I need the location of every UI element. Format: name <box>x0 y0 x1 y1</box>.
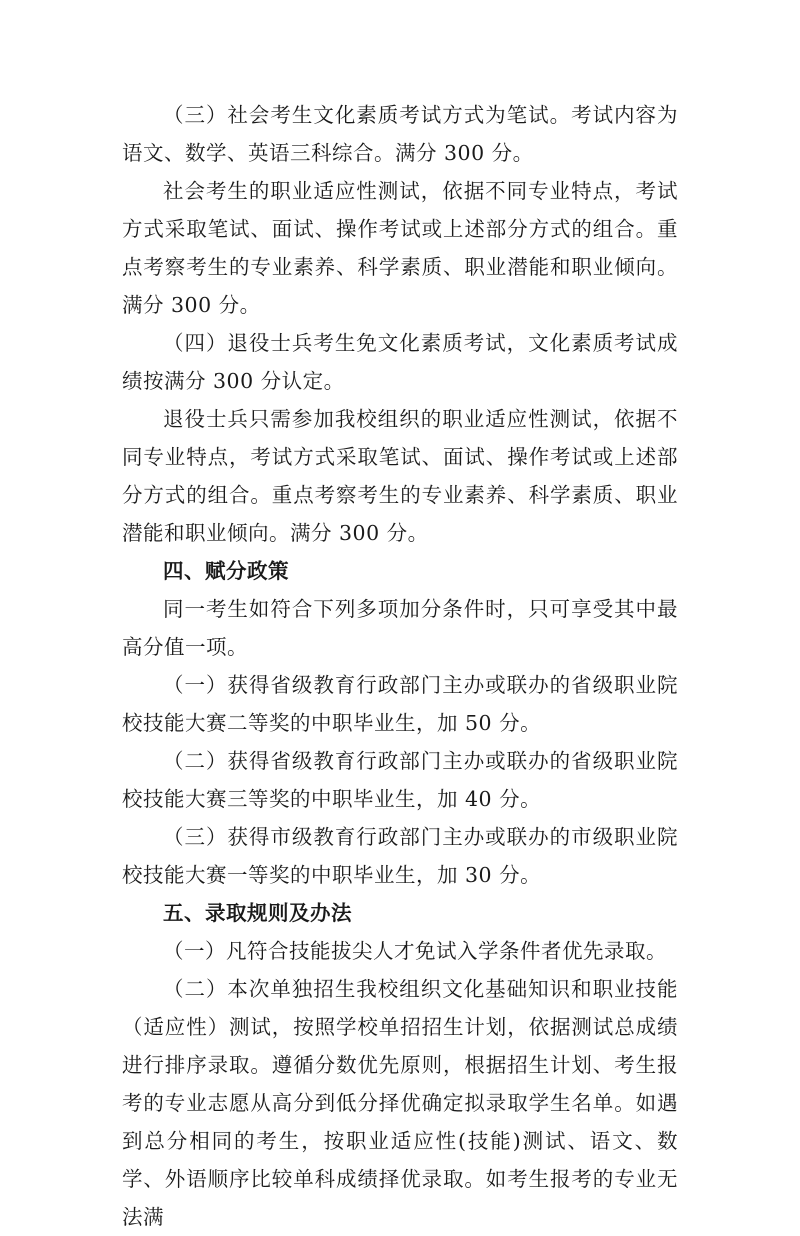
section-heading-admission-rules: 五、录取规则及办法 <box>163 901 352 925</box>
paragraph-bonus-item-3: （三）获得市级教育行政部门主办或联办的市级职业院校技能大赛一等奖的中职毕业生，加 30 分。 <box>122 825 678 887</box>
paragraph-veteran-aptitude-test: 退役士兵只需参加我校组织的职业适应性测试，依据不同专业特点，考试方式采取笔试、面试、操作考试或上述部分方式的组合。重点考察考生的专业素养、科学素质、职业潜能和职业倾向。满分 300 分。 <box>122 407 678 545</box>
paragraph-veteran-exemption: （四）退役士兵考生免文化素质考试，文化素质考试成绩按满分 300 分认定。 <box>122 331 678 393</box>
paragraph-exam-method-social: （三）社会考生文化素质考试方式为笔试。考试内容为语文、数学、英语三科综合。满分 300 分。 <box>122 103 678 165</box>
paragraph-bonus-rule: 同一考生如符合下列多项加分条件时，只可享受其中最高分值一项。 <box>122 597 678 659</box>
paragraph-bonus-item-2: （二）获得省级教育行政部门主办或联办的省级职业院校技能大赛三等奖的中职毕业生，加 40 分。 <box>122 749 678 811</box>
document-body <box>122 96 678 1236</box>
paragraph-admission-item-1: （一）凡符合技能拔尖人才免试入学条件者优先录取。 <box>163 939 667 963</box>
paragraph-aptitude-test-social: 社会考生的职业适应性测试，依据不同专业特点，考试方式采取笔试、面试、操作考试或上述部分方式的组合。重点考察考生的专业素养、科学素质、职业潜能和职业倾向。满分 300 分。 <box>122 179 678 317</box>
paragraph-admission-item-2: （二）本次单独招生我校组织文化基础知识和职业技能（适应性）测试，按照学校单招招生计划，依据测试总成绩进行排序录取。遵循分数优先原则，根据招生计划、考生报考的专业志愿从高分到低分择优确定拟录取学生名单。如遇到总分相同的考生，按职业适应性(技能)测试、语文、数学、外语顺序比较单科成绩择优录取。如考生报考的专业无法满 <box>122 977 678 1229</box>
section-heading-bonus-policy: 四、赋分政策 <box>163 559 289 583</box>
paragraph-bonus-item-1: （一）获得省级教育行政部门主办或联办的省级职业院校技能大赛二等奖的中职毕业生，加 50 分。 <box>122 673 678 735</box>
